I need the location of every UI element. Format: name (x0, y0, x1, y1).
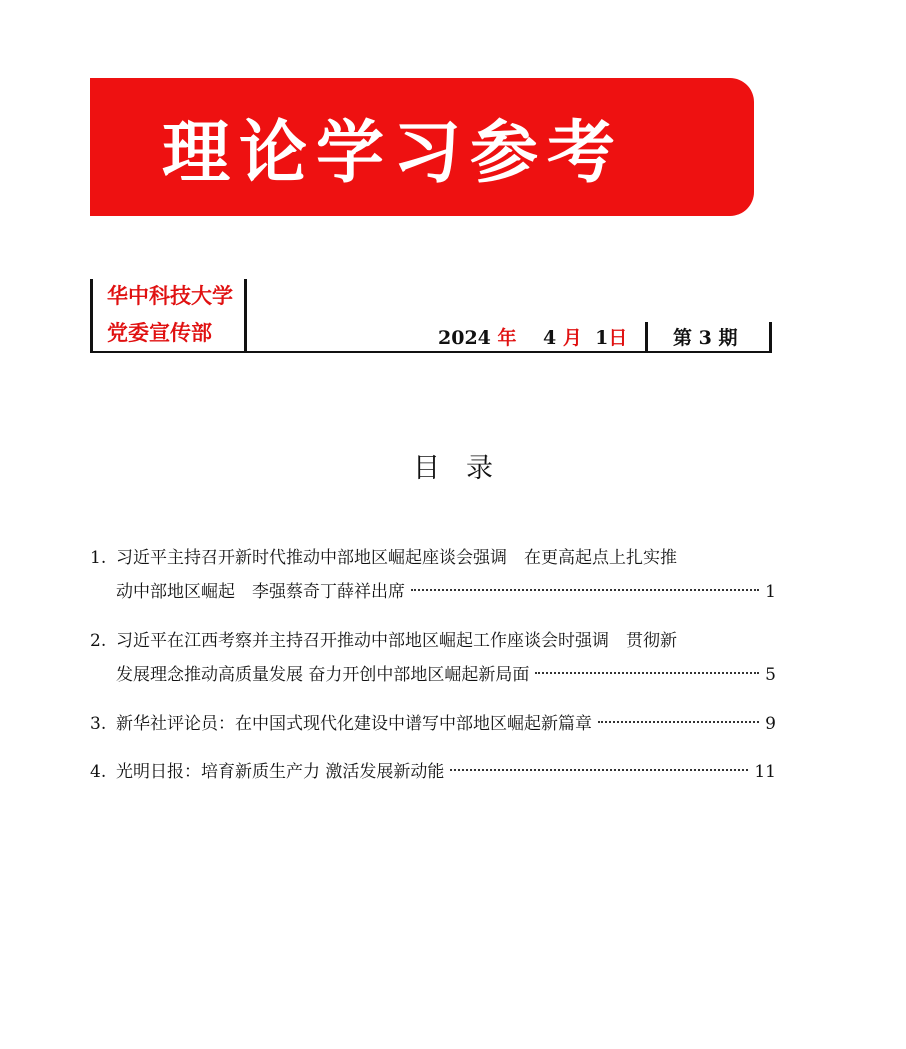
header-rule (90, 351, 772, 353)
toc-item-title: 新华社评论员：在中国式现代化建设中谱写中部地区崛起新篇章 (116, 714, 592, 734)
date-month: 4 (543, 327, 557, 349)
toc-item-3[interactable] (90, 707, 776, 741)
dot-leader (598, 721, 759, 723)
date-day-unit: 日 (608, 327, 628, 349)
toc-item-title: 习近平在江西考察并主持召开推动中部地区崛起工作座谈会时强调 贯彻新 (116, 631, 677, 651)
publisher-box (90, 279, 247, 351)
publisher-department: 党委宣传部 (107, 320, 212, 345)
date-year-unit: 年 (497, 327, 517, 349)
toc-item-title: 习近平主持召开新时代推动中部地区崛起座谈会强调 在更高起点上扎实推 (116, 548, 677, 568)
date-year: 2024 (438, 327, 491, 349)
masthead-banner (90, 78, 754, 216)
toc-page-number: 1 (765, 582, 776, 602)
toc-title: 目录 (413, 453, 519, 484)
dot-leader (411, 589, 759, 591)
dot-leader (450, 769, 748, 771)
toc-item-number: 4. (90, 762, 107, 782)
date-month-unit: 月 (562, 327, 582, 349)
toc-item-1[interactable] (90, 541, 776, 609)
publication-title: 理论学习参考 (162, 112, 625, 193)
toc-item-number: 3. (90, 714, 107, 734)
toc-item-title-cont: 动中部地区崛起 李强蔡奇丁薛祥出席 (116, 582, 405, 602)
issue-end-divider (769, 322, 772, 352)
toc-item-title-cont: 发展理念推动高质量发展 奋力开创中部地区崛起新局面 (116, 665, 530, 685)
issue-number: 第 3 期 (673, 327, 738, 349)
toc-item-number: 1. (90, 548, 107, 568)
date-divider (645, 322, 648, 352)
toc-item-4[interactable] (90, 755, 776, 789)
toc-item-number: 2. (90, 631, 107, 651)
issue-date (438, 323, 627, 350)
toc-page-number: 9 (765, 714, 776, 734)
toc-item-title: 光明日报：培育新质生产力 激活发展新动能 (116, 762, 445, 782)
toc-page-number: 11 (754, 762, 776, 782)
publisher-university: 华中科技大学 (107, 283, 233, 308)
toc-item-2[interactable] (90, 624, 776, 692)
date-day: 1 (595, 327, 609, 349)
dot-leader (535, 672, 759, 674)
toc-page-number: 5 (765, 665, 776, 685)
